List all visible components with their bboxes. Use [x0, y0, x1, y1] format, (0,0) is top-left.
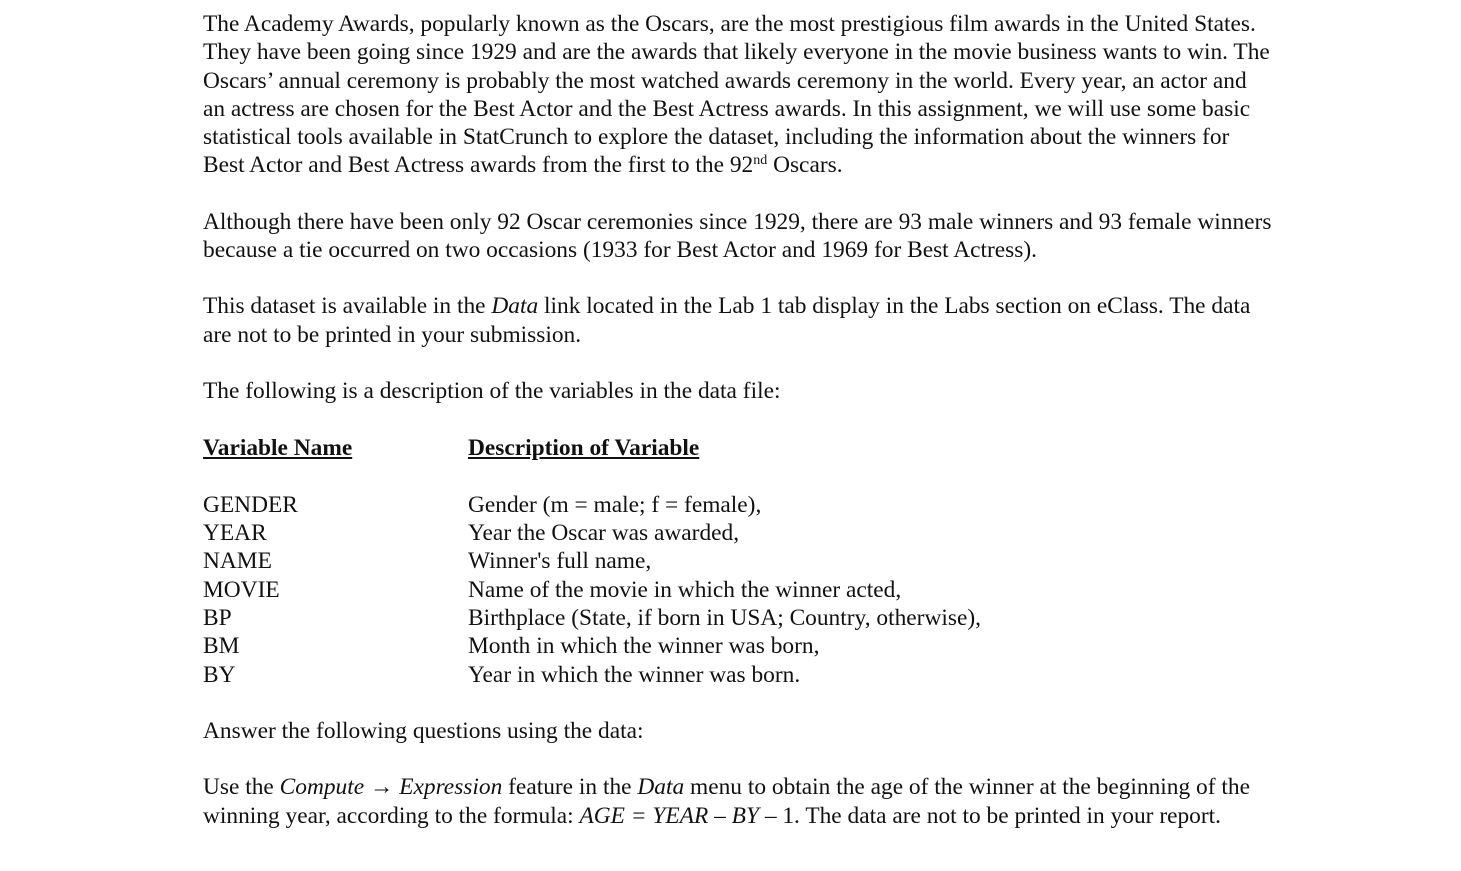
variable-row	[203, 519, 1273, 547]
variable-description: Gender (m = male; f = female),	[468, 491, 762, 518]
compute-text-c: menu to obtain the age of the winner at the beginning of the winning year, according to the formula:	[203, 774, 1250, 829]
variable-description: Birthplace (State, if born in USA; Country, otherwise),	[468, 605, 981, 632]
age-formula: AGE = YEAR – BY	[579, 802, 759, 829]
variable-description: Winner's full name,	[468, 548, 652, 575]
variable-row	[203, 604, 1273, 632]
intro-text-end: Oscars.	[767, 152, 843, 179]
compute-text-a: Use the	[203, 774, 280, 801]
variable-name: BY	[203, 661, 236, 688]
variable-row	[203, 661, 1273, 689]
variable-row	[203, 632, 1273, 660]
variable-name-header: Variable Name	[203, 435, 353, 462]
compute-paragraph	[203, 773, 1273, 830]
variable-name: BM	[203, 633, 240, 660]
compute-term: Compute	[279, 774, 370, 801]
variable-description-header: Description of Variable	[468, 435, 700, 462]
variable-description: Name of the movie in which the winner acted,	[468, 576, 902, 603]
dataset-text-b: link located in the Lab 1 tab display in the Labs section on eClass. The data are not to be printed in your submission.	[203, 293, 1251, 348]
data-menu-term: Data	[637, 774, 685, 801]
document-page	[203, 10, 1273, 830]
variable-description: Month in which the winner was born,	[468, 633, 820, 660]
instructions-paragraph: Answer the following questions using the data:	[203, 717, 644, 744]
variables-table-body	[203, 491, 1273, 689]
variable-row	[203, 547, 1273, 575]
variable-name: MOVIE	[203, 576, 280, 603]
data-link-term: Data	[491, 293, 539, 320]
variable-description: Year in which the winner was born.	[468, 661, 801, 688]
right-arrow-icon: →	[369, 774, 394, 801]
variable-name: BP	[203, 605, 232, 632]
tie-paragraph: Although there have been only 92 Oscar ceremonies since 1929, there are 93 male winners and 93 female winners because a tie occurred on two occasions (1933 for Best Actor and 1969 for Best Actress).	[203, 208, 1272, 264]
variable-name: NAME	[203, 548, 272, 575]
dataset-text-a: This dataset is available in the	[203, 293, 492, 320]
variable-name: GENDER	[203, 491, 298, 518]
variable-description: Year the Oscar was awarded,	[468, 520, 740, 547]
variable-name: YEAR	[203, 520, 267, 547]
expression-term: Expression	[393, 774, 503, 801]
variables-table	[203, 434, 1273, 689]
dataset-paragraph	[203, 292, 1273, 349]
variables-table-header	[203, 434, 1273, 462]
compute-text-d: – 1. The data are not to be printed in your report.	[758, 802, 1222, 829]
description-paragraph: The following is a description of the variables in the data file:	[203, 377, 781, 404]
intro-text: The Academy Awards, popularly known as the Oscars, are the most prestigious film awards in the United States. They have been going since 1929 and are the awards that likely everyone in the movie business wants to win. The Oscars’ annual ceremony is probably the most watched awards ceremony in the world. Every year, an actor and an actress are chosen for the Best Actor and the Best Actress awards. In this assignment, we will use some basic statistical tools available in StatCrunch to explore the dataset, including the information about the winners for Best Actor and Best Actress awards from the first to the 92	[203, 11, 1270, 179]
intro-paragraph	[203, 10, 1273, 180]
ordinal-superscript: nd	[753, 153, 768, 169]
variable-row	[203, 576, 1273, 604]
variable-row	[203, 491, 1273, 519]
compute-text-b: feature in the	[502, 774, 638, 801]
